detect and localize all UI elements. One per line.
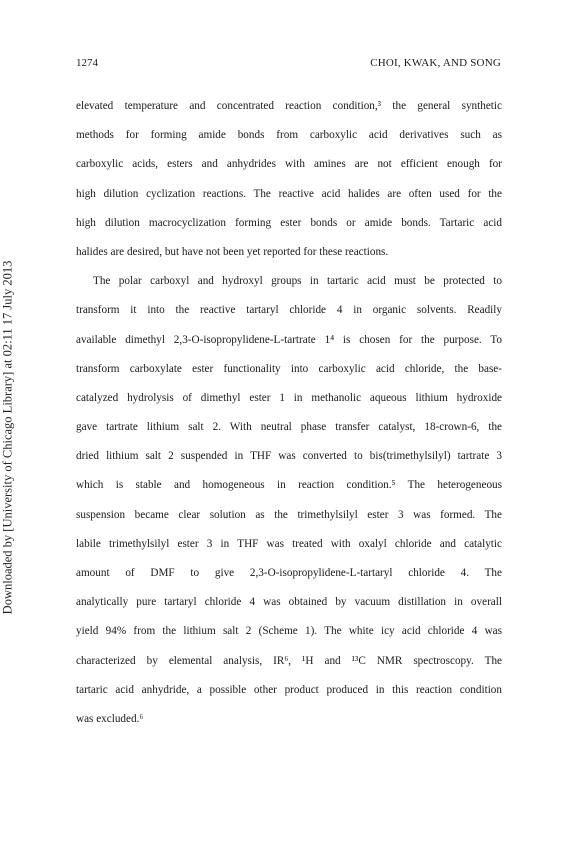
text-line: elevated temperature and concentrated reaction condition,³ the general synthetic xyxy=(76,100,502,112)
text-line: labile trimethylsilyl ester 3 in THF was treated with oxalyl chloride and catalytic xyxy=(76,537,502,550)
text-line: which is stable and homogeneous in reaction condition.⁵ The heterogeneous xyxy=(76,479,502,492)
page-number: 1274 xyxy=(76,57,98,69)
text-line: high dilution macrocyclization forming ester bonds or amide bonds. Tartaric acid xyxy=(76,216,502,229)
paragraph-2 xyxy=(76,267,502,734)
text-line: available dimethyl 2,3-O-isopropylidene-L-tartrate 1⁴ is chosen for the purpose. To xyxy=(76,333,502,346)
text-line: analytically pure tartaryl chloride 4 was obtained by vacuum distillation in overall xyxy=(76,596,502,609)
text-line: methods for forming amide bonds from carboxylic acid derivatives such as xyxy=(76,129,502,142)
text-line: transform carboxylate ester functionality into carboxylic acid chloride, the base- xyxy=(76,362,502,375)
paragraph-1 xyxy=(76,92,502,267)
body-text xyxy=(76,92,502,734)
text-line: yield 94% from the lithium salt 2 (Scheme 1). The white icy acid chloride 4 was xyxy=(76,625,502,638)
text-line: gave tartrate lithium salt 2. With neutral phase transfer catalyst, 18-crown-6, the xyxy=(76,421,502,434)
text-line: catalyzed hydrolysis of dimethyl ester 1 in methanolic aqueous lithium hydroxide xyxy=(76,391,502,404)
text-line: The polar carboxyl and hydroxyl groups in tartaric acid must be protected to xyxy=(93,275,502,288)
text-line: carboxylic acids, esters and anhydrides with amines are not efficient enough for xyxy=(76,158,502,171)
text-line: transform it into the reactive tartaryl chloride 4 in organic solvents. Readily xyxy=(76,304,502,317)
text-line: characterized by elemental analysis, IR⁶, ¹H and ¹³C NMR spectroscopy. The xyxy=(76,654,502,667)
text-line: amount of DMF to give 2,3-O-isopropylidene-L-tartaryl chloride 4. The xyxy=(76,567,502,579)
text-line: halides are desired, but have not been yet reported for these reactions. xyxy=(76,245,389,258)
text-line: tartaric acid anhydride, a possible other product produced in this reaction condition xyxy=(76,683,502,696)
text-line: dried lithium salt 2 suspended in THF was converted to bis(trimethylsilyl) tartrate 3 xyxy=(76,450,502,463)
download-stamp-text: Downloaded by [University of Chicago Library] at 02:11 17 July 2013 xyxy=(0,260,15,615)
text-line: high dilution cyclization reactions. The reactive acid halides are often used for the xyxy=(76,187,502,200)
text-line: was excluded.⁶ xyxy=(76,712,144,725)
text-line: suspension became clear solution as the trimethylsilyl ester 3 was formed. The xyxy=(76,508,502,521)
running-head: CHOI, KWAK, AND SONG xyxy=(370,57,501,69)
